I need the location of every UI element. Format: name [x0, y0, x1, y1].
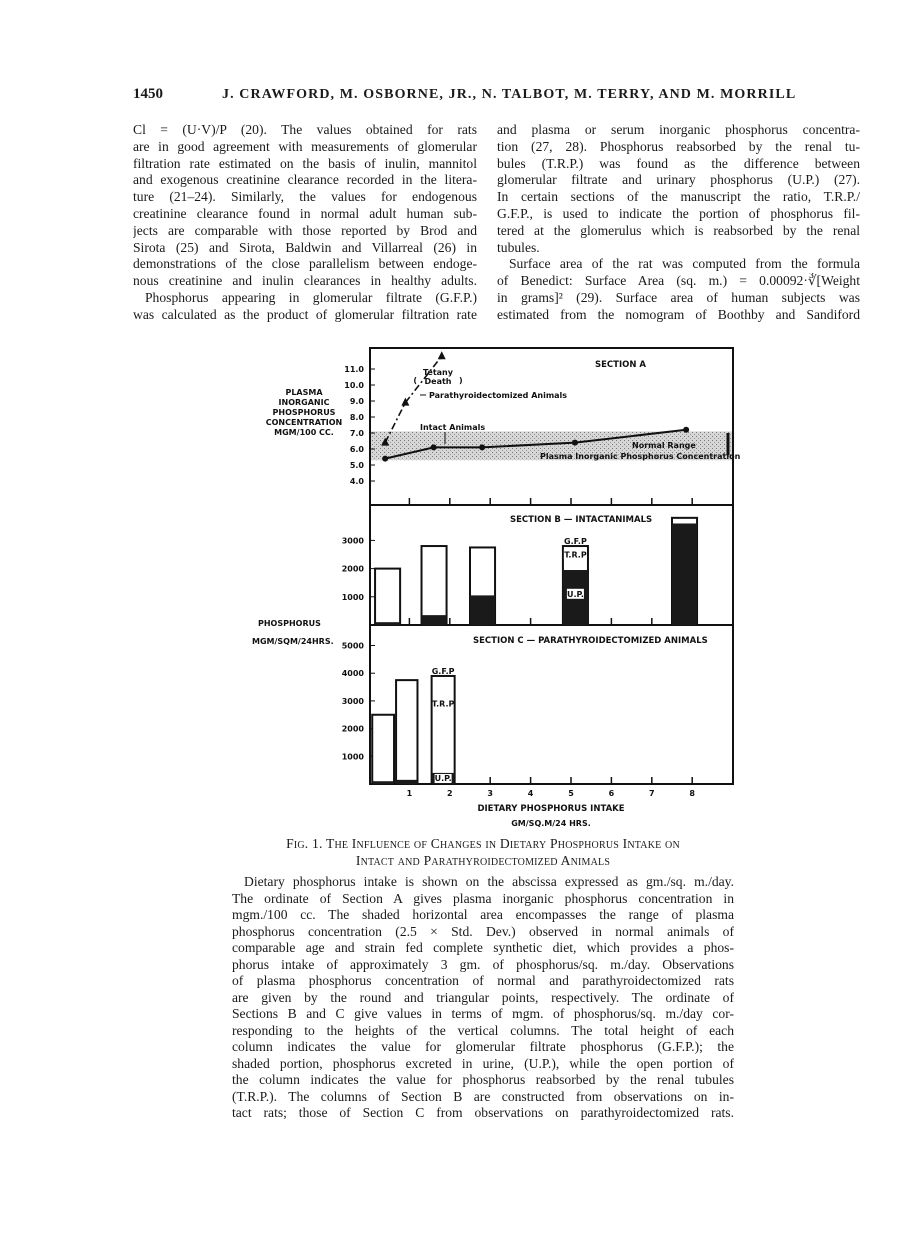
gfp-column	[432, 676, 455, 784]
y-tick-label-a: 8.0	[349, 413, 364, 422]
section-a-title: SECTION A	[595, 360, 647, 370]
page-number: 1450	[133, 86, 163, 102]
y-tick-label-a: 9.0	[349, 397, 364, 406]
text-line: of plasma phosphorus concentration of normal and parathyroidectomized rats	[232, 973, 734, 988]
y-tick-label-a: 4.0	[349, 477, 364, 486]
text-line: comparable age and strain fed complete synthetic diet, which provides a phos-	[232, 940, 734, 955]
y-tick-label: 2000	[341, 724, 364, 734]
y-tick-label: 5000	[341, 641, 364, 651]
running-header-authors: J. CRAWFORD, M. OSBORNE, JR., N. TALBOT, M. TERRY, AND M. MORRILL	[222, 87, 797, 102]
intact-data-point	[683, 427, 689, 433]
text-line: responding to the heights of the vertical columns. The total height of each	[232, 1022, 734, 1038]
text-line: glomerular filtrate and urinary phosphorus (U.P.) (27).	[497, 172, 860, 188]
death-label: Death	[424, 377, 452, 386]
up-shaded-portion	[396, 780, 417, 784]
y-tick-label-a: 6.0	[349, 445, 364, 454]
gfp-label-c: G.F.P	[431, 666, 455, 676]
x-tick-label: 1	[406, 789, 413, 798]
x-tick-label: 8	[689, 789, 695, 798]
intact-data-point	[382, 456, 388, 462]
text-line: G.F.P., is used to indicate the portion of phosphorus fil-	[497, 205, 860, 221]
text-line: bules (T.R.P.) was found as the difference between	[497, 155, 860, 171]
y-tick-label-a: 11.0	[344, 365, 364, 374]
x-axis-units: GM/SQ.M/24 HRS.	[511, 819, 591, 828]
text-line: tact rats; those of Section C from observations on parathyroidectomized rats.	[232, 1105, 734, 1120]
normal-range-label-2: Plasma Inorganic Phosphorus Concentration	[540, 452, 741, 461]
text-line: filtration rate estimated on the basis of inulin, mannitol	[133, 155, 477, 171]
up-label-b: U.P.	[566, 589, 584, 599]
text-line: tion (27, 28). Phosphorus reabsorbed by the renal tu-	[497, 138, 860, 154]
x-axis-label: DIETARY PHOSPHORUS INTAKE	[477, 804, 625, 814]
text-line: Sirota (25) and Sirota, Baldwin and Villarreal (26) in	[133, 239, 477, 255]
gfp-column	[372, 715, 394, 784]
text-line: Surface area of the rat was computed from the formula	[509, 256, 860, 272]
text-line: Dietary phosphorus intake is shown on the abscissa expressed as gm./sq. m./day.	[244, 874, 734, 889]
up-shaded-portion	[375, 622, 400, 625]
trp-label-b: T.R.P	[564, 550, 587, 560]
text-line: in grams]² (29). Surface area of human subjects was	[497, 289, 860, 305]
text-line: The ordinate of Section A gives plasma inorganic phosphorus concentration in	[232, 890, 734, 906]
y-tick-label-a: 7.0	[349, 429, 364, 438]
text-line: column indicates the value for glomerular filtrate phosphorus (G.F.P.); the	[232, 1039, 734, 1054]
text-line: jects are comparable with those reported by Brod and	[133, 222, 477, 238]
text-line: was calculated as the product of glomerular filtration rate	[133, 306, 477, 322]
up-label-c: U.P.	[434, 774, 452, 783]
text-line: ture (21–24). Similarly, the values for endogenous	[133, 189, 477, 205]
up-shaded-portion	[422, 615, 447, 625]
paren-left: (	[413, 376, 417, 385]
text-line: and plasma or serum inorganic phosphorus concentra-	[497, 122, 860, 137]
text-line: tubules.	[497, 239, 540, 255]
text-line: demonstrations of the close parallelism between endoge-	[133, 256, 477, 272]
figure-caption-body	[232, 874, 734, 1122]
y-axis-label-a: CONCENTRATION	[265, 418, 343, 427]
text-line: In certain sections of the manuscript the ratio, T.R.P./	[497, 189, 860, 205]
gfp-column	[375, 569, 400, 625]
up-shaded-portion	[372, 781, 394, 784]
y-tick-label: 3000	[341, 696, 364, 706]
section-c-title: SECTION C — PARATHYROIDECTOMIZED ANIMALS	[473, 636, 708, 646]
text-line: are given by the round and triangular points, respectively. The ordinate of	[232, 989, 734, 1005]
parathyroidectomized-data-point	[438, 351, 446, 359]
x-tick-label: 2	[447, 789, 453, 798]
gfp-column	[396, 680, 417, 784]
text-line: Sections B and C give values in terms of mgm. of phosphorus/sq. m./day cor-	[232, 1006, 734, 1021]
y-tick-label: 4000	[341, 669, 364, 679]
y-axis-label-a: INORGANIC	[278, 398, 330, 407]
intact-animals-label: Intact Animals	[420, 423, 486, 432]
text-line: mgm./100 cc. The shaded horizontal area encompasses the range of plasma	[232, 907, 734, 922]
text-line: tered at the glomerulus which is reabsorbed by the renal	[497, 222, 860, 238]
intact-data-point	[479, 444, 485, 450]
normal-range-label: Normal Range	[632, 441, 696, 450]
y-axis-label-a: MGM/100 CC.	[274, 428, 334, 437]
paren-right: )	[459, 376, 463, 385]
intact-data-point	[431, 444, 437, 450]
trp-label-c: T.R.P	[431, 699, 455, 709]
intact-data-point	[572, 440, 578, 446]
text-line: of Benedict: Surface Area (sq. m.) = 0.00092·∛[Weight	[497, 273, 860, 289]
shared-y-axis-label: PHOSPHORUS	[258, 619, 321, 628]
text-line: Cl = (U·V)/P (20). The values obtained for rats	[133, 122, 477, 137]
text-line: and exogenous creatinine clearance recorded in the litera-	[133, 172, 477, 188]
text-line: shaded portion, phosphorus excreted in urine, (U.P.), while the open portion of	[232, 1055, 734, 1071]
y-tick-label: 3000	[341, 536, 364, 546]
text-line: are in good agreement with measurements of glomerular	[133, 138, 477, 154]
text-line: (T.R.P.). The columns of Section B are constructed from observations on in-	[232, 1088, 734, 1104]
y-tick-label: 1000	[341, 752, 364, 762]
text-line: Phosphorus appearing in glomerular filtrate (G.F.P.)	[145, 289, 477, 305]
y-tick-label-a: 10.0	[344, 381, 364, 390]
section-b-title: SECTION B — INTACTANIMALS	[510, 515, 653, 525]
caption-title-line-1: Fig. 1. The Influence of Changes in Dietary Phosphorus Intake on	[286, 836, 680, 851]
y-tick-label: 1000	[341, 592, 364, 602]
text-line: phorus intake of approximately 3 gm. of phosphorus/sq. m./day. Observations	[232, 956, 734, 972]
parathyroidectomized-label: Parathyroidectomized Animals	[429, 391, 568, 400]
text-line: the column indicates the value for phosphorus reabsorbed by the renal tubules	[232, 1072, 734, 1087]
figure-caption-title	[232, 835, 734, 869]
text-line: creatinine clearance found in normal adult human sub-	[133, 205, 477, 221]
tetany-label: Tetany	[423, 368, 453, 377]
x-tick-label: 7	[649, 789, 655, 798]
x-tick-label: 3	[487, 789, 493, 798]
y-tick-label-a: 5.0	[349, 461, 364, 470]
text-line: nous creatinine and inulin clearances in healthy adults.	[133, 273, 477, 289]
up-shaded-portion	[672, 523, 697, 625]
caption-title-line-2: Intact and Parathyroidectomized Animals	[355, 853, 611, 868]
up-shaded-portion	[470, 595, 495, 625]
gfp-label-b: G.F.P	[564, 537, 587, 547]
shared-y-axis-units: MGM/SQM/24HRS.	[252, 637, 334, 646]
x-tick-label: 5	[568, 789, 574, 798]
y-axis-label-a: PLASMA	[285, 388, 323, 397]
y-axis-label-a: PHOSPHORUS	[272, 408, 336, 417]
text-line: estimated from the nomogram of Boothby and Sandiford	[497, 306, 860, 322]
y-tick-label: 2000	[341, 564, 364, 574]
x-tick-label: 6	[608, 789, 615, 798]
gfp-column	[422, 546, 447, 625]
text-line: phosphorus concentration (2.5 × Std. Dev.) observed in normal animals of	[232, 923, 734, 939]
x-tick-label: 4	[527, 789, 534, 798]
